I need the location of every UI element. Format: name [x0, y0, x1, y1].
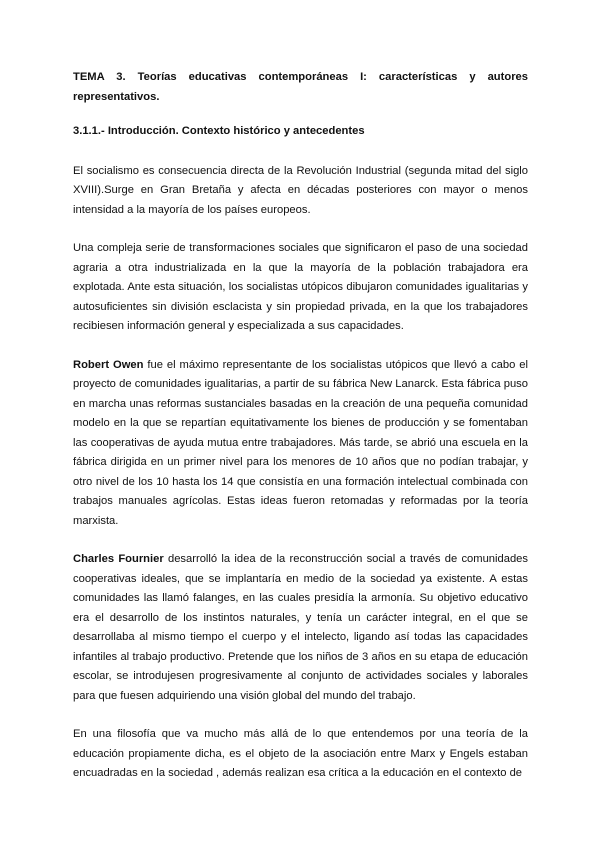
name-robert-owen: Robert Owen — [73, 358, 144, 371]
paragraph-transformaciones: Una compleja serie de transformaciones sociales que significaron el paso de una sociedad agraria a otra industrializada en la que la mayoría de la población trabajadora era explotada. Ante esta situación, los socialistas utópicos dibujaron comunidades igualitarias y autosuficientes sin división esclacista y sin propiedad privada, en la que los trabajadores recibiesen información general y especializada a sus capacidades. — [73, 242, 528, 332]
paragraph-charles-fournier-text: desarrolló la idea de la reconstrucción social a través de comunidades cooperativas ideales, que se implantaría en medio de la sociedad ya existente. A estas comunidades las llamó falanges, en las cuales presidía la armonía. Su objetivo educativo era el desarrollo de los instintos naturales, y tenía un carácter integral, en el que se desarrollaba al mismo tiempo el cuerpo y el intelecto, ligando así todas las capacidades infantiles al trabajo productivo. Pretende que los niños de 3 años en su etapa de educación escolar, se introdujesen progresivamente al conjunto de actividades sociales y laborales para que fuesen adquiriendo una visión global del mundo del trabajo. — [73, 553, 528, 702]
paragraph-socialismo: El socialismo es consecuencia directa de la Revolución Industrial (segunda mitad del siglo XVIII).Surge en Gran Bretaña y afecta en décadas posteriores con mayor o menos intensidad a la mayoría de los países europeos. — [73, 164, 528, 216]
paragraph-charles-fournier — [73, 550, 528, 706]
section-heading: 3.1.1.- Introducción. Contexto histórico y antecedentes — [73, 125, 365, 137]
paragraph-robert-owen — [73, 356, 528, 532]
paragraph-marx-engels: En una filosofía que va mucho más allá de lo que entendemos por una teoría de la educación propiamente dicha, es el objeto de la asociación entre Marx y Engels estaban encuadradas en la sociedad , además realizan esa crítica a la educación en el contexto de — [73, 728, 528, 779]
page-title: TEMA 3. Teorías educativas contemporáneas I: características y autores representativos. — [73, 71, 528, 103]
name-charles-fournier: Charles Fournier — [73, 553, 164, 565]
paragraph-robert-owen-text: fue el máximo representante de los socialistas utópicos que llevó a cabo el proyecto de comunidades igualitarias, a partir de su fábrica New Lanarck. Esta fábrica puso en marcha unas reformas sustanciales basadas en la creación de una pequeña comunidad modelo en la que se repartían equitativamente los bienes de producción y se fomentaban las cooperativas de ayuda mutua entre trabajadores. Más tarde, se abrió una escuela en la fábrica dirigida en un primer nivel para los menores de 10 años que no podían trabajar, y otro nivel de los 10 hasta los 14 que consistía en una formación intelectual combinada con trabajos manuales agrícolas. Estas ideas fueron retomadas y reformadas por la teoría marxista. — [73, 358, 528, 527]
document-page — [73, 68, 528, 784]
